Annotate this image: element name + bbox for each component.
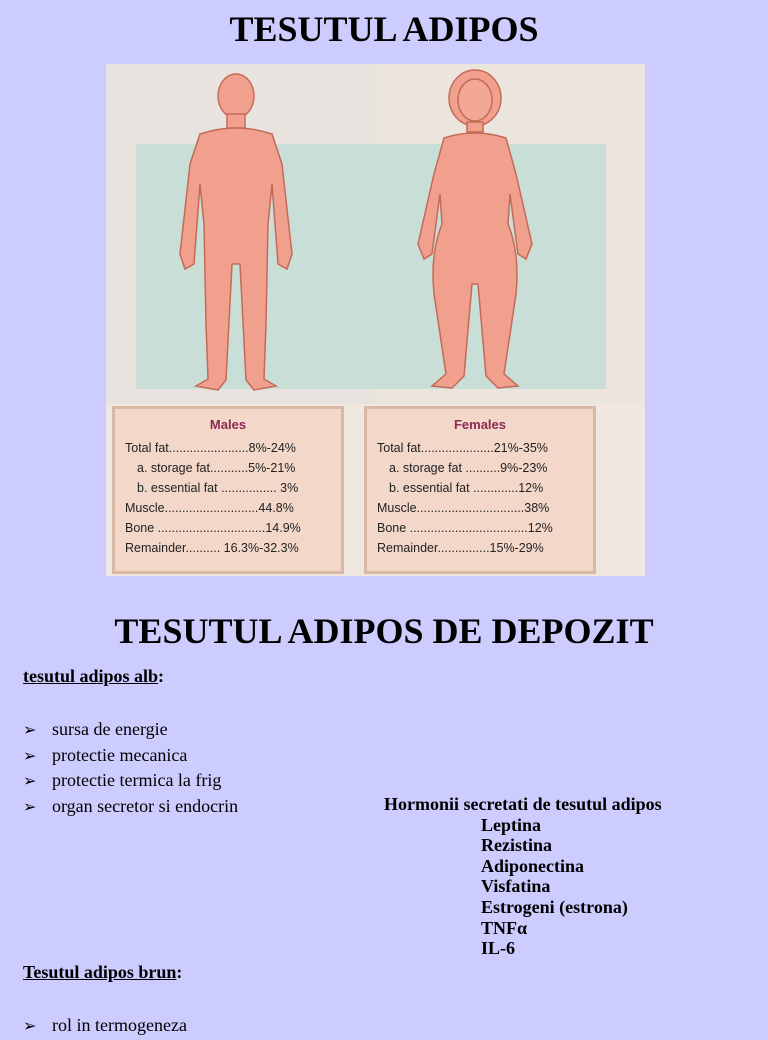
body-silhouettes [106,64,645,404]
hormones-block [384,794,662,959]
males-composition-table [112,406,344,574]
brown-adipose-heading-text: Tesutul adipos brun [23,962,177,982]
list-item [23,1013,187,1039]
males-row-essential-fat: b. essential fat ................ 3% [137,481,299,495]
arrow-bullet-icon: ➢ [23,798,37,816]
hormone-item: Adiponectina [481,855,585,876]
hormones-heading: Hormonii secretati de tesutul adipos [384,794,662,814]
brown-adipose-list [23,1013,187,1039]
females-row-remainder: Remainder...............15%-29% [377,541,544,555]
arrow-bullet-icon: ➢ [23,747,37,765]
body-composition-figure [106,64,645,576]
white-adipose-heading-colon: : [158,666,165,686]
white-adipose-heading-text: tesutul adipos alb [23,666,159,686]
page-title: TESUTUL ADIPOS [229,9,539,49]
list-item [23,743,238,769]
female-silhouette [418,70,532,388]
females-row-total-fat: Total fat.....................21%-35% [377,441,548,455]
white-adipose-list [23,717,238,819]
hormone-item: TNFα [481,917,528,938]
females-row-bone: Bone ..................................12% [377,521,553,535]
list-item [23,794,238,820]
male-silhouette [180,74,292,390]
arrow-bullet-icon: ➢ [23,1018,37,1035]
females-row-storage-fat: a. storage fat ..........9%-23% [389,461,548,475]
males-row-storage-fat: a. storage fat...........5%-21% [137,461,296,475]
males-row-total-fat: Total fat.......................8%-24% [125,441,296,455]
hormone-item: Estrogeni (estrona) [481,896,628,917]
hormone-item: Leptina [481,814,542,835]
males-table-header: Males [209,417,247,432]
list-item-text: protectie mecanica [52,744,188,765]
hormone-item: Rezistina [481,835,552,856]
females-row-muscle: Muscle...............................38% [377,501,550,515]
list-item [23,768,238,794]
brown-adipose-heading-colon: : [176,962,183,982]
list-item-text: protectie termica la frig [52,770,222,790]
list-item-text: rol in termogeneza [52,1015,187,1035]
hormone-item: Visfatina [481,876,551,897]
arrow-bullet-icon: ➢ [23,773,37,790]
list-item-text: sursa de energie [52,719,168,739]
males-row-bone: Bone ...............................14.9% [125,521,301,535]
section-title: TESUTUL ADIPOS DE DEPOZIT [114,611,654,651]
males-row-muscle: Muscle...........................44.8% [125,501,294,515]
hormone-item: IL-6 [481,938,516,959]
brown-adipose-heading [23,962,182,983]
females-row-essential-fat: b. essential fat .............12% [389,481,544,495]
males-row-remainder: Remainder.......... 16.3%-32.3% [125,541,299,555]
females-table-header: Females [453,417,507,432]
females-composition-table [364,406,596,574]
list-item-text: organ secretor si endocrin [52,795,239,816]
arrow-bullet-icon: ➢ [23,722,37,739]
list-item [23,717,238,743]
white-adipose-heading [23,666,164,687]
